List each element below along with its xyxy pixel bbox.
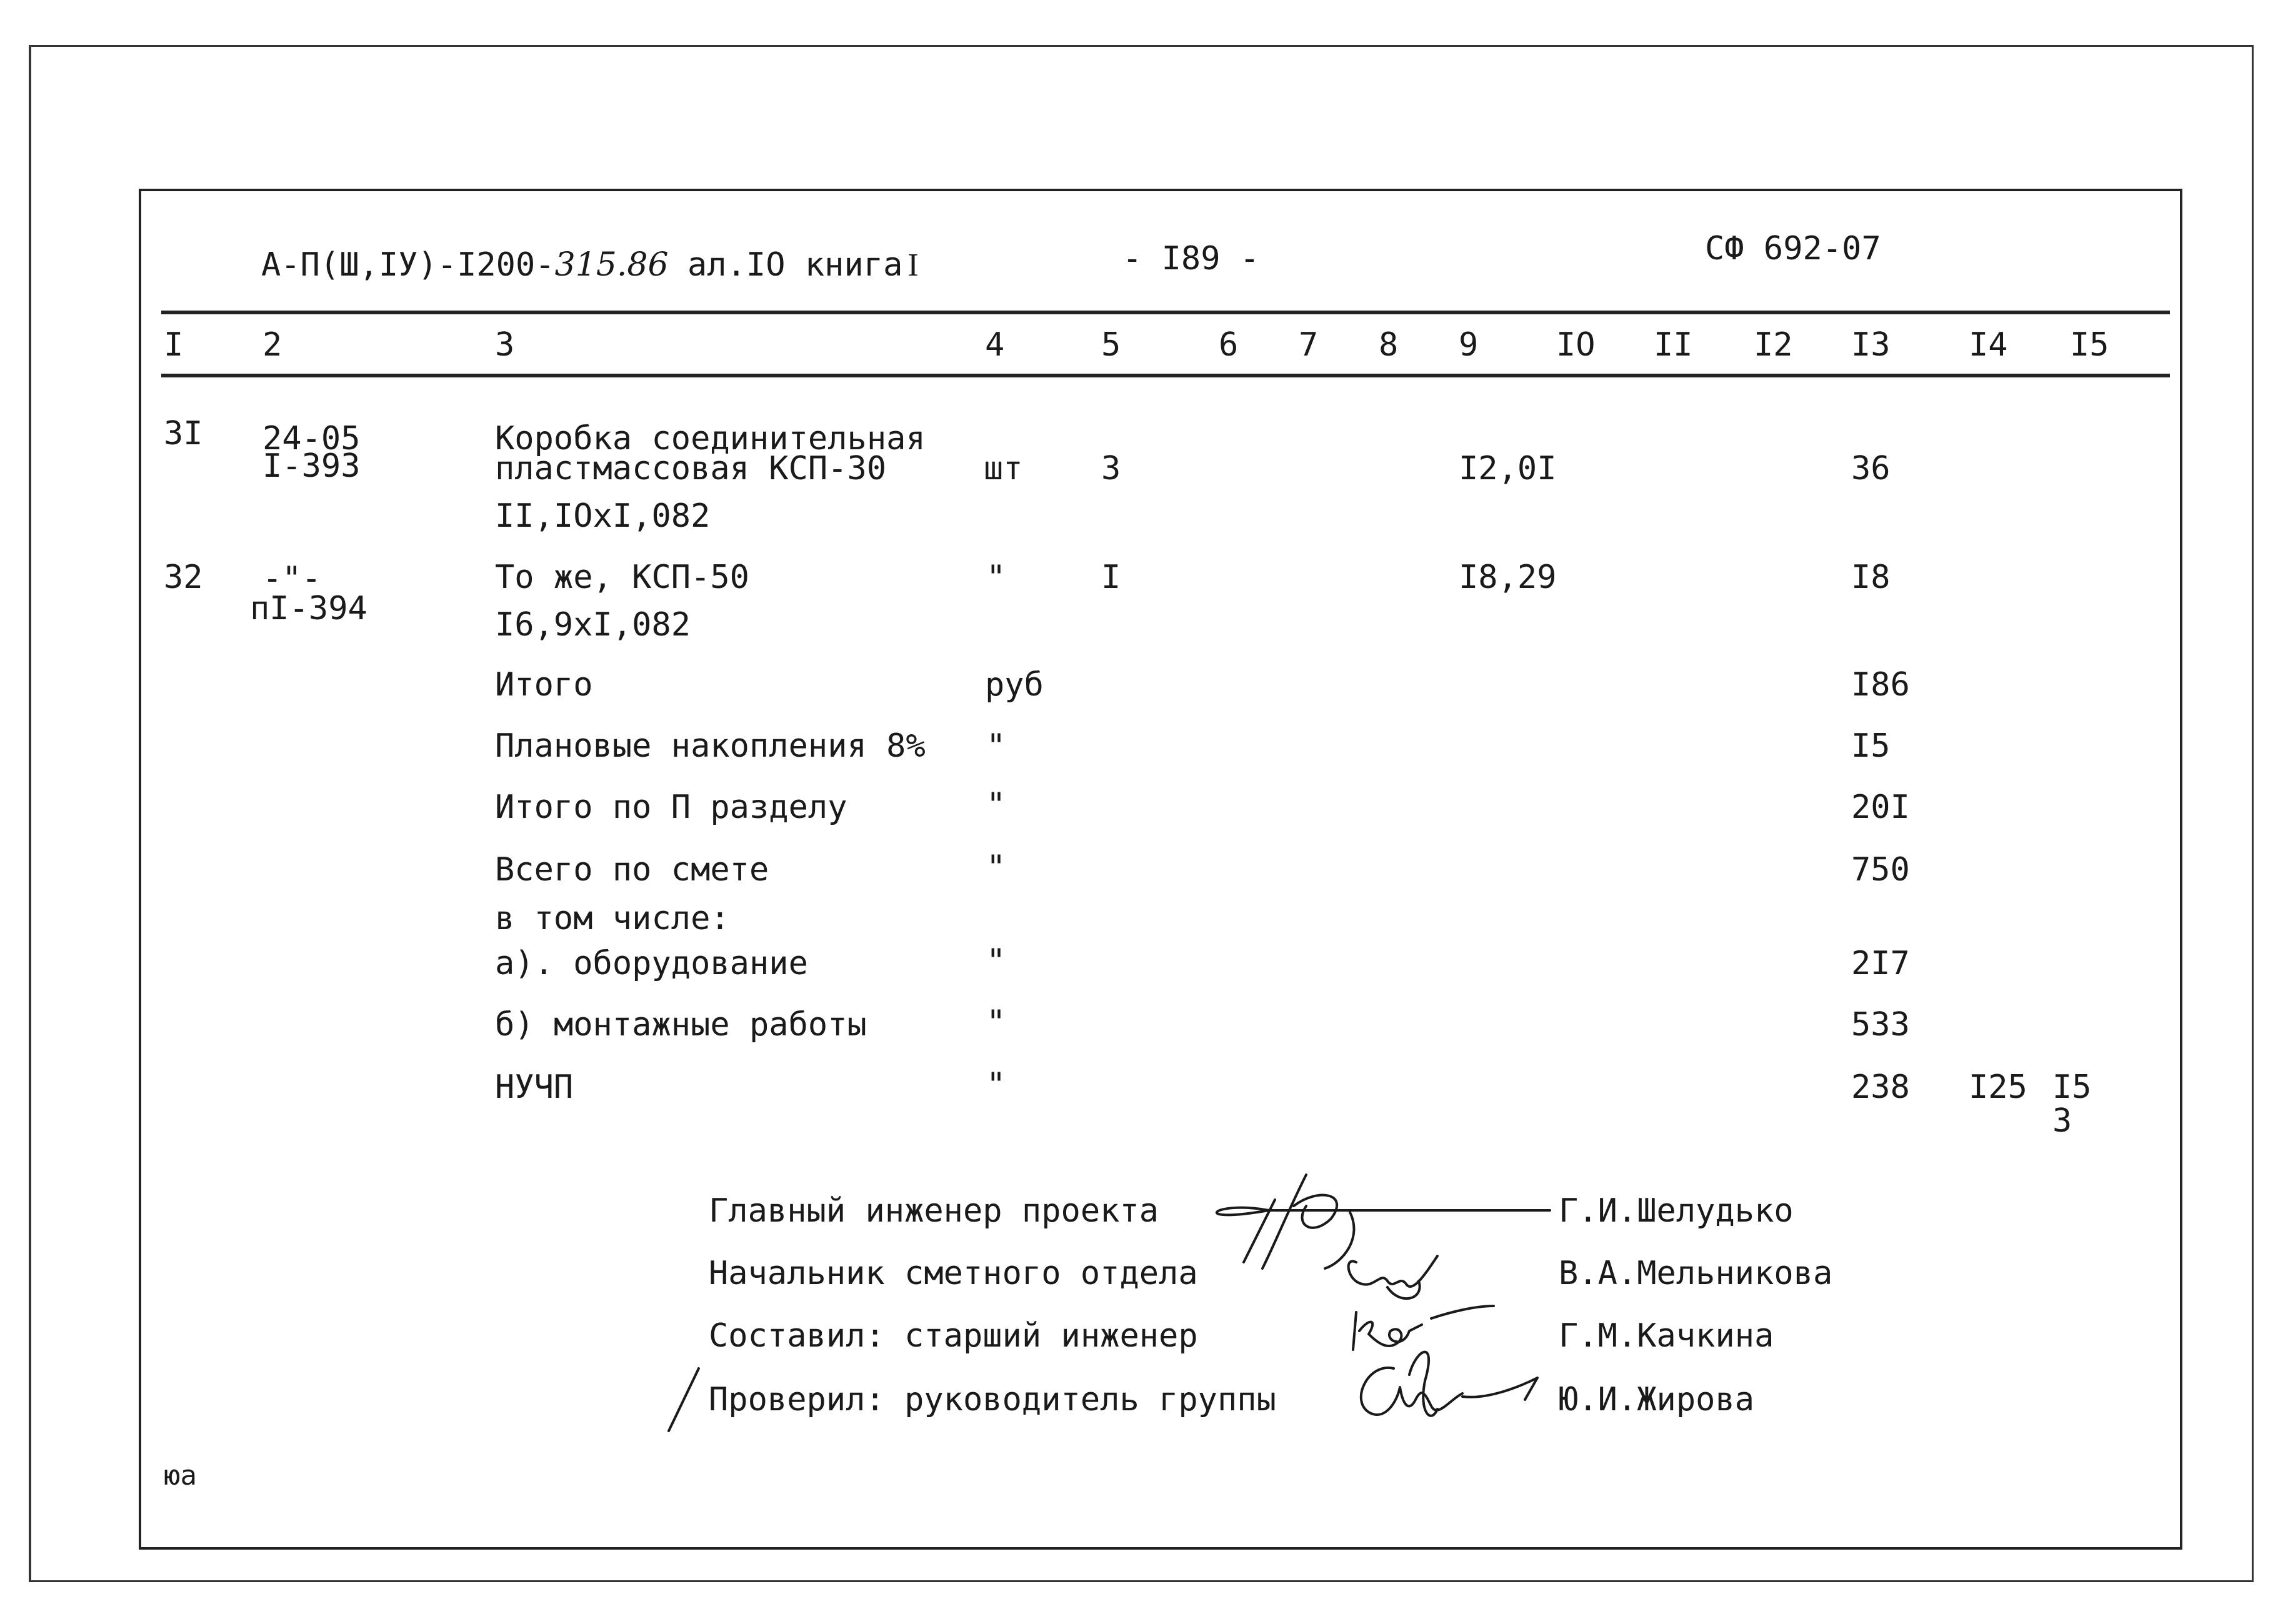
- row-code: 24-05: [262, 420, 361, 457]
- doc-code: А-П(Ш,IУ)-I200-315.86: [261, 246, 669, 284]
- signature-role: Составил: старший инженер: [709, 1317, 1198, 1355]
- signature-name: Ю.И.Жирова: [1559, 1381, 1755, 1418]
- summary-col15: 3: [2052, 1102, 2072, 1140]
- summary-label: НУЧП: [495, 1069, 574, 1106]
- row-number: 32: [164, 559, 203, 596]
- row-name: пластмассовая КСП-30: [495, 450, 887, 487]
- header-rule-bottom: [161, 374, 2170, 377]
- summary-unit: ": [986, 727, 1006, 765]
- signature-role: Начальник сметного отдела: [709, 1255, 1198, 1292]
- column-number: 5: [1101, 326, 1121, 364]
- summary-label: Плановые накопления 8%: [495, 727, 926, 765]
- column-number: I2: [1754, 326, 1793, 364]
- row-formula: I6,9xI,082: [495, 606, 691, 644]
- row-number: 3I: [164, 415, 203, 452]
- row-total: 36: [1851, 450, 1891, 487]
- summary-col14: I25: [1969, 1069, 2027, 1106]
- header-rule-top: [161, 311, 2170, 314]
- signature-role: Проверил: руководитель группы: [709, 1381, 1276, 1418]
- row-name: То же, КСП-50: [495, 559, 749, 596]
- summary-total: 238: [1851, 1069, 1910, 1106]
- column-number: 7: [1299, 326, 1319, 364]
- column-number: I3: [1851, 326, 1891, 364]
- summary-label: Итого: [495, 666, 593, 704]
- row-qty: I: [1101, 559, 1121, 596]
- summary-unit: ": [986, 1066, 1006, 1103]
- summary-total: 750: [1851, 851, 1910, 889]
- summary-col15: I5: [2052, 1069, 2092, 1106]
- column-number: I: [164, 326, 184, 364]
- summary-unit: ": [986, 942, 1006, 980]
- summary-total: I86: [1851, 666, 1910, 704]
- row-name: Коробка соединительная: [495, 420, 926, 457]
- column-number: II: [1654, 326, 1693, 364]
- column-number: 9: [1459, 326, 1479, 364]
- row-unit: шт: [984, 450, 1023, 487]
- doc-code-handwritten: 315.86: [554, 246, 669, 284]
- row-price: I8,29: [1459, 559, 1557, 596]
- summary-label: а). оборудование: [495, 945, 808, 982]
- summary-label: Итого по П разделу: [495, 789, 847, 826]
- handwritten-signatures: [650, 1162, 1587, 1450]
- row-total: I8: [1851, 559, 1891, 596]
- signature-name: Г.М.Качкина: [1559, 1317, 1774, 1355]
- row-price: I2,0I: [1459, 450, 1557, 487]
- column-number: 2: [262, 326, 282, 364]
- series-code: СФ 692-07: [1705, 230, 1881, 267]
- summary-unit: ": [986, 1004, 1006, 1041]
- signature-role: Главный инженер проекта: [709, 1192, 1159, 1230]
- column-number: I5: [2070, 326, 2109, 364]
- row-qty: 3: [1101, 450, 1121, 487]
- column-number: I4: [1969, 326, 2008, 364]
- column-number: 6: [1219, 326, 1239, 364]
- column-number: 3: [495, 326, 515, 364]
- column-number: 8: [1379, 326, 1399, 364]
- summary-total: 20I: [1851, 789, 1910, 826]
- row-code: пI-394: [250, 590, 367, 627]
- signature-name: Г.И.Шелудько: [1559, 1192, 1794, 1230]
- footer-mark: юа: [164, 1460, 197, 1492]
- row-code: -"-: [262, 560, 321, 597]
- column-number: 4: [985, 326, 1005, 364]
- summary-total: 2I7: [1851, 945, 1910, 982]
- summary-total: I5: [1851, 727, 1891, 765]
- summary-unit: руб: [985, 666, 1044, 704]
- summary-total: 533: [1851, 1006, 1910, 1044]
- row-formula: II,IOxI,082: [495, 497, 711, 535]
- summary-unit: ": [986, 786, 1006, 824]
- summary-label: в том числе:: [495, 900, 730, 937]
- summary-unit: ": [986, 849, 1006, 886]
- row-unit: ": [986, 559, 1006, 596]
- signature-name: В.А.Мельникова: [1559, 1255, 1833, 1292]
- summary-label: Всего по смете: [495, 851, 769, 889]
- page-number: - I89 -: [1122, 240, 1260, 277]
- row-code: I-393: [262, 447, 361, 485]
- album-book: ал.IO книга I: [687, 246, 919, 284]
- column-number: IO: [1556, 326, 1596, 364]
- summary-label: б) монтажные работы: [495, 1006, 867, 1044]
